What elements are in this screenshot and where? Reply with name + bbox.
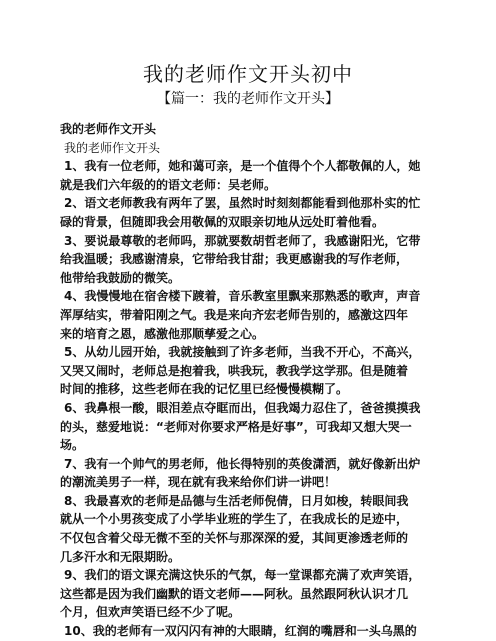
body-line: 这些都是因为我们幽默的语文老师——阿秋。虽然跟阿秋认识才几 [60, 586, 409, 601]
body-line: 碌的背景，但随即我会用敬佩的双眼亲切地从远处盯着他看。 [60, 214, 385, 229]
body-line: 的潮流美男子一样，现在就有我来给你们讲一讲吧！ [60, 475, 337, 490]
document-body [60, 120, 440, 641]
body-line: 2、语文老师教我有两年了罢，虽然时时刻刻都能看到他那朴实的忙 [64, 196, 421, 211]
body-line: 我的老师作文开头 [60, 122, 157, 136]
body-line: 10、我的老师有一双闪闪有神的大眼睛，红润的嘴唇和一头乌黑的 [64, 624, 417, 639]
body-line: 3、要说最尊敬的老师吗，那就要数胡哲老师了，我感谢阳光，它带 [64, 233, 421, 248]
document-title: 我的老师作文开头初中 [143, 62, 353, 86]
body-line: 给我温暖；我感谢清泉，它带给我甘甜；我更感谢我的写作老师， [60, 252, 409, 267]
body-line: 浑厚结实，带着阳刚之气。我是来向齐宏老师告别的，感激这四年 [60, 307, 409, 322]
body-line: 不仅包含着父母无微不至的关怀与那深深的爱，其间更渗透老师的 [60, 531, 409, 546]
body-line: 1、我有一位老师，她和蔼可亲，是一个值得个个人都敬佩的人，她 [64, 159, 421, 174]
body-line: 来的培育之恩，感激他那顺孳爱之心。 [60, 326, 265, 341]
body-line: 几多汗水和无限期盼。 [60, 549, 181, 564]
body-line: 7、我有一个帅气的男老师，他长得特别的英俊潇洒，就好像新出炉 [64, 456, 421, 471]
body-line: 我的老师作文开头 [64, 140, 161, 155]
body-line: 的头，慈爱地说：“老师对你要求严格是好事”，可我却又想大哭一 [60, 419, 412, 434]
body-line: 9、我们的语文课充满这快乐的气氛，每一堂课都充满了欢声笑语， [64, 568, 421, 583]
body-line: 5、从幼儿园开始，我就接触到了许多老师，当我不开心，不高兴， [64, 345, 421, 360]
body-line: 8、我最喜欢的老师是品德与生活老师倪倩，日月如梭，转眼间我 [64, 493, 409, 508]
body-line: 4、我慢慢地在宿舍楼下踱着，音乐教室里飘来那熟悉的歌声，声音 [64, 289, 421, 304]
body-line: 时间的推移，这些老师在我的记忆里已经慢慢模糊了。 [60, 382, 349, 397]
body-line: 就从一个小男孩变成了小学毕业班的学生了，在我成长的足迹中， [60, 512, 409, 527]
body-line: 他带给我鼓励的微笑。 [60, 270, 181, 285]
body-line: 个月，但欢声笑语已经不少了呢。 [60, 605, 241, 620]
section-heading: 【篇一：我的老师作文开头】 [157, 91, 339, 107]
body-line: 6、我鼻根一酸，眼泪差点夺眶而出，但我竭力忍住了，爸爸摸摸我 [64, 400, 421, 415]
body-line: 又哭又闹时，老师总是抱着我，哄我玩，教我学这学那。但是随着 [60, 363, 409, 378]
body-line: 就是我们六年级的的语文老师：吴老师。 [60, 177, 277, 192]
body-line: 场。 [60, 438, 85, 453]
